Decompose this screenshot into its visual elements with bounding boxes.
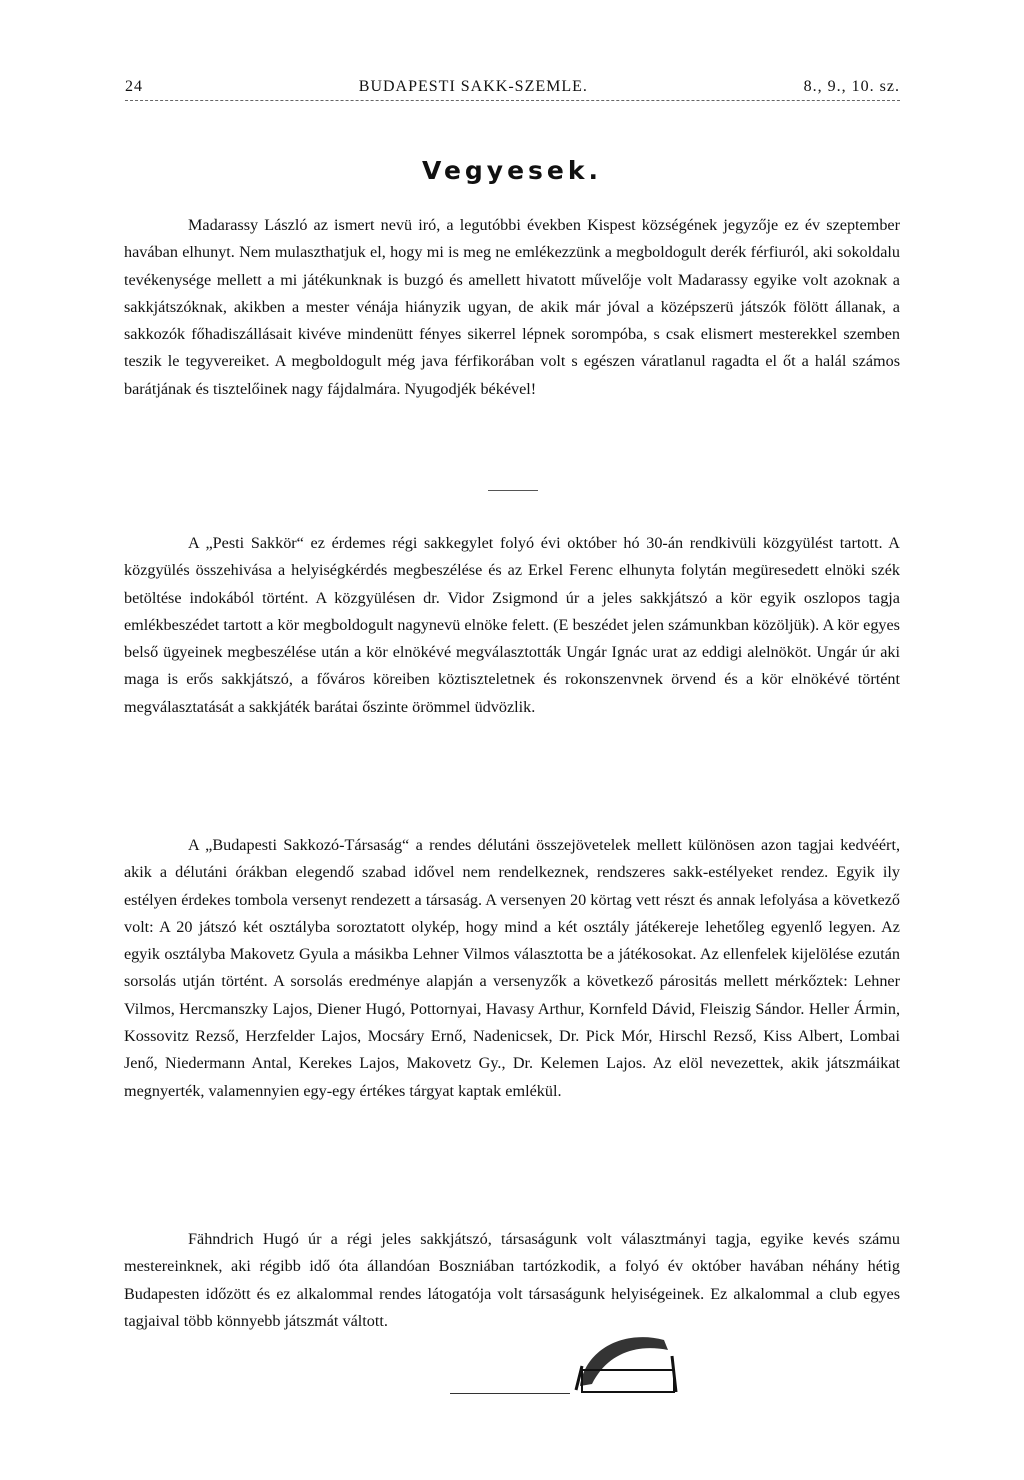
issue-number: 8., 9., 10. sz. xyxy=(803,78,900,95)
stamp-underline xyxy=(450,1393,570,1394)
separator xyxy=(488,490,538,491)
page-number: 24 xyxy=(125,78,143,95)
page-header xyxy=(125,78,900,96)
journal-title: BUDAPESTI SAKK-SZEMLE. xyxy=(358,78,588,95)
paragraph-fahndrich: Fähndrich Hugó úr a régi jeles sakkjátszó, társaságunk volt választmányi tagja, egyike kevés számu mestereinknek, aki régibb idő óta állandóan Boszniában tartózkodik, a folyó év október havában néhány hétig Budapesten időzött és ez alkalommal rendes látogatója volt társaságunk helyiségeinek. Ez alkalommal a club egyes tagjaival több könnyebb játszmát váltott. xyxy=(124,1230,900,1330)
paragraph-pesti-sakkor: A „Pesti Sakkör“ ez érdemes régi sakkegylet folyó évi október hó 30-án rendkivüli közgyülést tartott. A közgyülés összehivása a helyiségkérdés megbeszélése és az Erkel Ferenc elhunyta folytán megüresedett elnöki szék betöltése indokából történt. A közgyülésen dr. Vidor Zsigmond úr a jeles sakkjátszó a kör egyik oszlopos tagja emlékbeszédet tartott a kör megboldogult nagynevü elnöke felett. (E beszédet jelen számunkban közöljük). A kör egyes belső ügyeinek megbeszélése után a kör elnökévé megválasztották Ungár Ignác urat az eddigi alelnököt. Ungár úr aki maga is erős sakkjátszó, a főváros köreiben köztiszteletnek és rokonszenvnek örvend és a kör elnökévé történt megválasztatását a sakkjáték barátai őszinte örömmel üdvözlik. xyxy=(124,534,900,716)
header-rule xyxy=(125,100,900,101)
paragraph-budapesti-sakkozo: A „Budapesti Sakkozó-Társaság“ a rendes délutáni összejövetelek mellett különösen azon tagjai kedvéért, akik a délutáni órákban elegendő szabad idővel nem rendelkeznek, rendszeres sakk-estélyeket rendez. Egyik ily estélyen érdekes tombola versenyt rendezett a társaság. A versenyen 20 körtag vett részt és annak lefolyása a következő volt: A 20 játszó két osztályba soroztatott olykép, hogy mind a két osztály játékereje lehetőleg egyenlő legyen. Az egyik osztályba Makovetz Gyula a másikba Lehner Vilmos választotta be a játékosokat. Az ellenfelek kijelölése ezután sorsolás utján történt. A sorsolás eredménye alapján a versenyzők a következő párositás mellett mérkőztek: Lehner Vilmos, Hercmanszky Lajos, Diener Hugó, Pottornyai, Havasy Arthur, Kornfeld Dávid, Fleiszig Sándor. Heller Ármin, Kossovitz Rezső, Herzfelder Lajos, Mocsáry Ernő, Nadenicsek, Dr. Pick Mór, Hirschl Rezső, Kiss Albert, Lombai Jenő, Niedermann Antal, Kerekes Lajos, Makovetz Gy., Dr. Kelemen Lajos. Az elöl nevezettek, akik játszmáikat megnyerték, valamennyien egy-egy értékes tárgyat kaptak emlékül. xyxy=(124,836,900,1100)
library-stamp xyxy=(568,1326,680,1398)
section-title: Vegyesek. xyxy=(421,156,603,185)
paragraph-madarassy: Madarassy László az ismert nevü iró, a legutóbbi években Kispest községének jegyzője ez év szeptember havában elhunyt. Nem mulaszthatjuk el, hogy mi is meg ne emlékezzünk a megboldogult derék férfiuról, aki sokoldalu tevékenysége mellett a mi játékunknak is buzgó és amellett hivatott művelője volt Madarassy egyike volt azoknak a sakkjátszóknak, akikben a mester vénája hiányzik ugyan, de akik már jóval a középszerü játszók fölött állanak, a sakkozók főhadiszállásait kivéve mindenütt fényes sikerrel lépnek sorompóba, s csak elismert mesterekkel szemben teszik le tegyvereiket. A megboldogult még java férfikorában volt s egészen váratlanul ragadta el őt a halál számos barátjának és tisztelőinek nagy fájdalmára. Nyugodjék békével! xyxy=(124,216,900,398)
